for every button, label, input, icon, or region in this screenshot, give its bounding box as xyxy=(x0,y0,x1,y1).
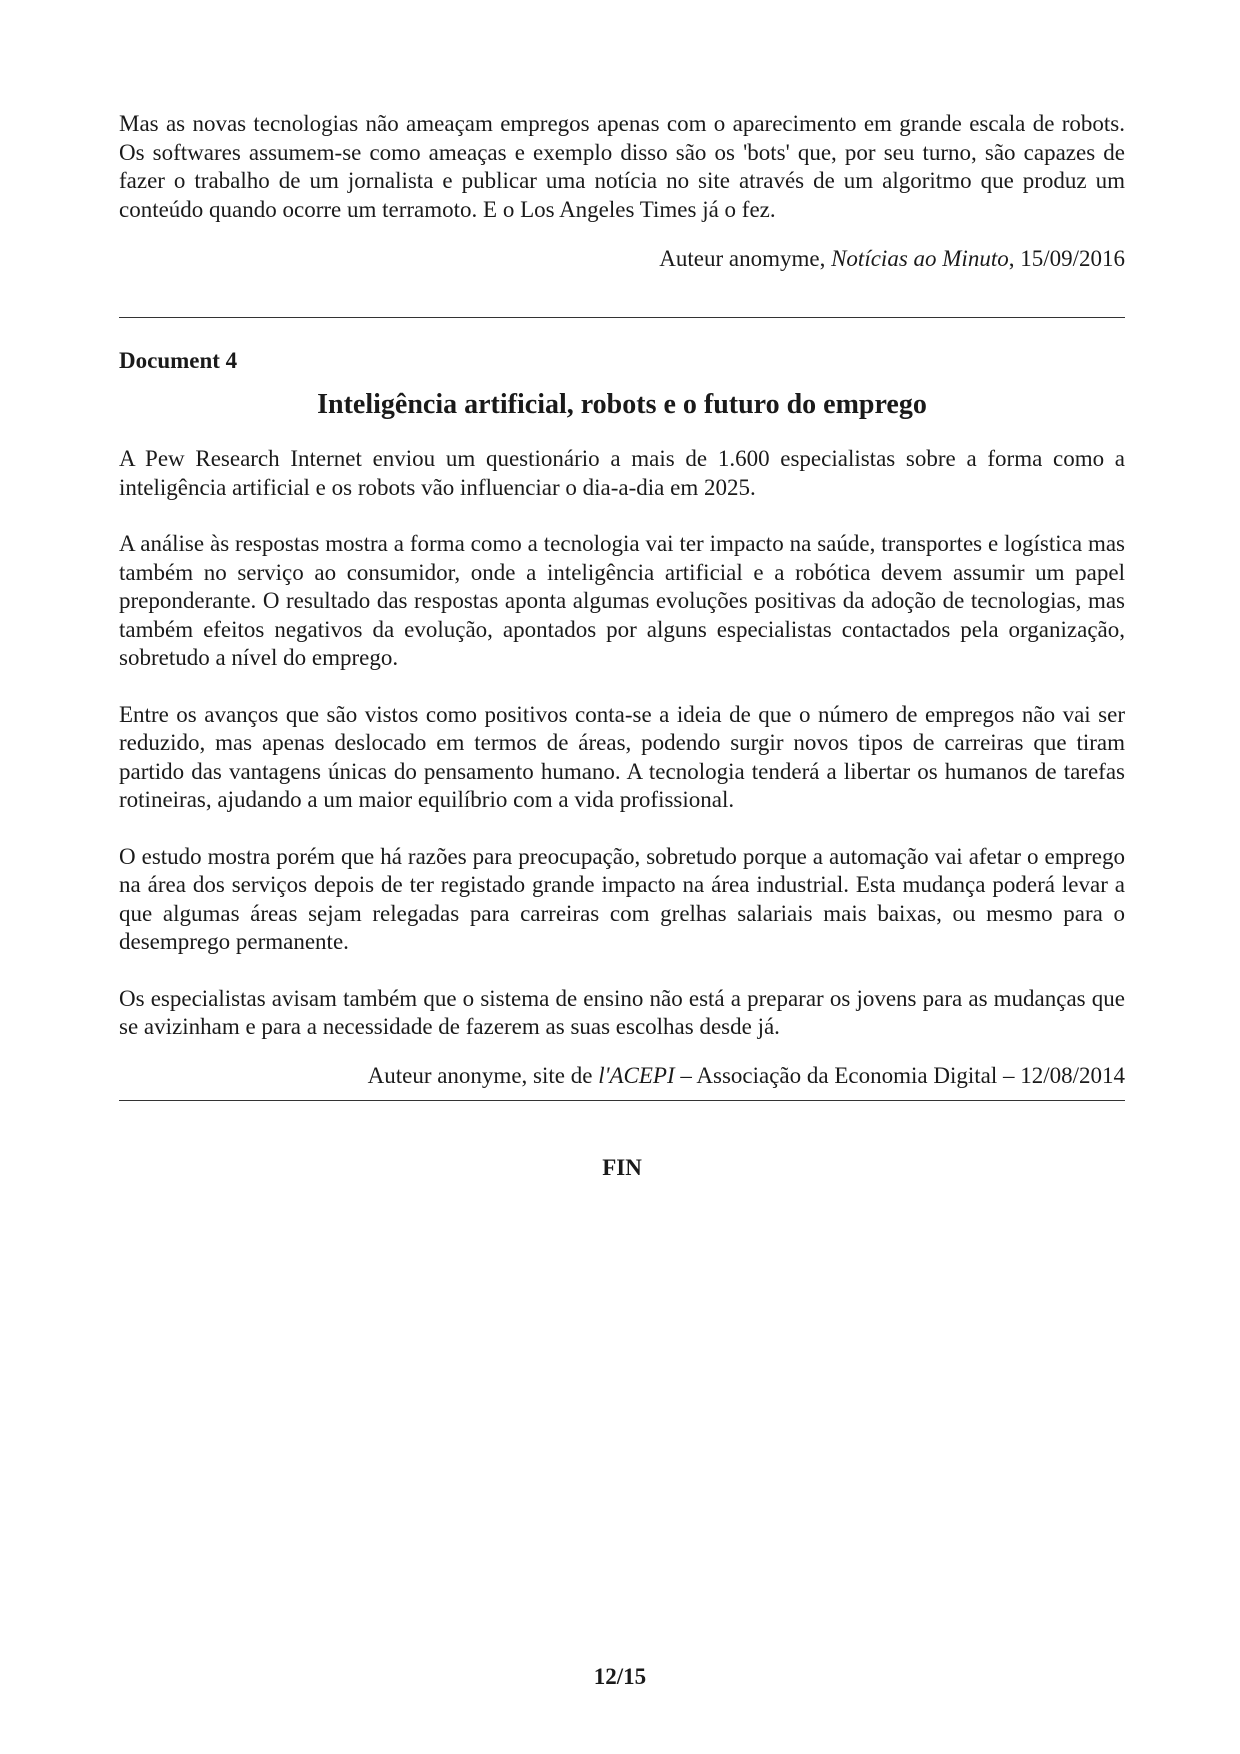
doc4-paragraph-3: Entre os avanços que são vistos como positivos conta-se a ideia de que o número de empregos não vai ser reduzido, mas apenas deslocado em termos de áreas, podendo surgir novos tipos de carreiras que tiram partido das vantagens únicas do pensamento humano. A tecnologia tenderá a libertar os humanos de tarefas rotineiras, ajudando a um maior equilíbrio com a vida profissional. xyxy=(119,701,1125,812)
page-content xyxy=(119,110,1125,1181)
doc3-source-publication: Notícias ao Minuto xyxy=(831,246,1009,271)
doc4-source xyxy=(119,1062,1125,1090)
doc3-source-suffix: , 15/09/2016 xyxy=(1008,246,1125,271)
doc3-source-prefix: Auteur anomyme, xyxy=(659,246,832,271)
doc4-source-publication: l'ACEPI xyxy=(598,1062,675,1088)
end-marker: FIN xyxy=(602,1154,642,1180)
doc4-paragraph-1: A Pew Research Internet enviou um questionário a mais de 1.600 especialistas sobre a forma como a inteligência artificial e os robots vão influenciar o dia-a-dia em 2025. xyxy=(119,446,1125,500)
doc3-source xyxy=(119,245,1125,273)
doc4-source-suffix: – Associação da Economia Digital – 12/08/2014 xyxy=(674,1062,1125,1088)
divider-rule xyxy=(119,317,1125,318)
doc3-paragraph: Mas as novas tecnologias não ameaçam empregos apenas com o aparecimento em grande escala de robots. Os softwares assumem-se como ameaças e exemplo disso são os 'bots' que, por seu turno, são capazes de fazer o trabalho de um jornalista e publicar uma notícia no site através de um algoritmo que produz um conteúdo quando ocorre um terramoto. E o Los Angeles Times já o fez. xyxy=(119,111,1125,222)
doc4-paragraph-4: O estudo mostra porém que há razões para preocupação, sobretudo porque a automação vai afetar o emprego na área dos serviços depois de ter registado grande impacto na área industrial. Esta mudança poderá levar a que algumas áreas sejam relegadas para carreiras com grelhas salariais mais baixas, ou mesmo para o desemprego permanente. xyxy=(119,843,1125,954)
doc4-paragraph-5: Os especialistas avisam também que o sistema de ensino não está a preparar os jovens para as mudanças que se avizinham e para a necessidade de fazerem as suas escolhas desde já. xyxy=(119,985,1125,1039)
document-label: Document 4 xyxy=(119,348,238,373)
doc4-source-prefix: Auteur anonyme, site de xyxy=(367,1062,599,1088)
divider-rule-bottom xyxy=(119,1100,1125,1101)
document-title: Inteligência artificial, robots e o futuro do emprego xyxy=(317,389,927,420)
page-number: 12/15 xyxy=(593,1664,647,1689)
doc4-paragraph-2: A análise às respostas mostra a forma como a tecnologia vai ter impacto na saúde, transportes e logística mas também no serviço ao consumidor, onde a inteligência artificial e a robótica devem assumir um papel preponderante. O resultado das respostas aponta algumas evoluções positivas da adoção de tecnologias, mas também efeitos negativos da evolução, apontados por alguns especialistas contactados pela organização, sobretudo a nível do emprego. xyxy=(119,531,1125,670)
